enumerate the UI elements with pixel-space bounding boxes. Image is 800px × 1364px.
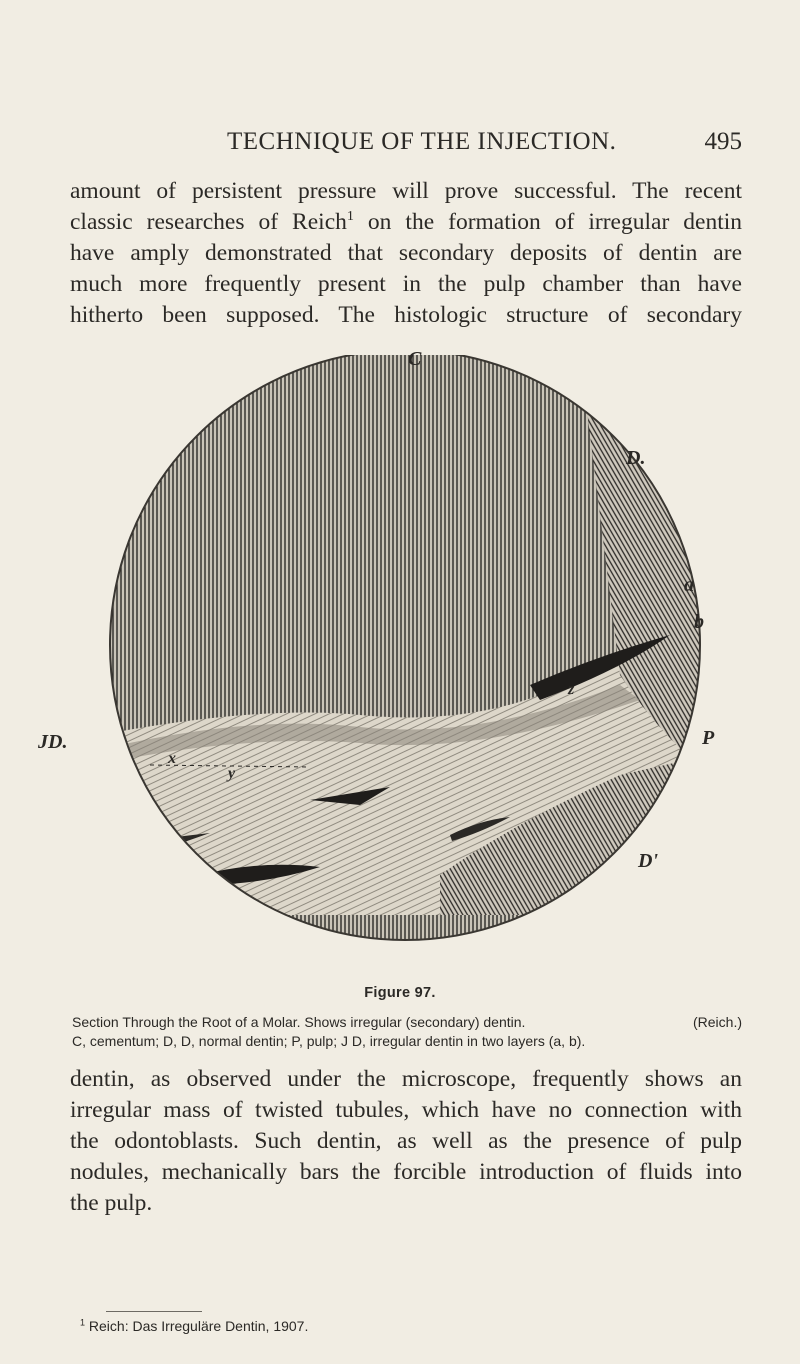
footnote-number: 1	[80, 1317, 86, 1328]
caption-line-2: C, cementum; D, D, normal dentin; P, pulp; J D, irregular dentin in two layers (a, b).	[72, 1033, 586, 1049]
caption-source: (Reich.)	[692, 1014, 742, 1030]
label-d-prime: D'	[638, 850, 658, 872]
label-jd: JD.	[38, 731, 68, 753]
paragraph-1-line: hitherto been supposed. The histologic structure of secondary	[70, 302, 742, 328]
footnote-marker: 1	[346, 208, 354, 225]
paragraph-2	[70, 1064, 742, 1219]
label-b: b	[694, 611, 704, 633]
paragraph-2-line: the odontoblasts. Such dentin, as well as the presence of pulp	[70, 1128, 742, 1154]
micrograph-illustration	[60, 355, 750, 985]
label-y: y	[228, 765, 236, 782]
paragraph-2-line: nodules, mechanically bars the forcible introduction of fluids into	[70, 1159, 742, 1185]
page-number: 495	[704, 128, 742, 155]
paragraph-1-line: much more frequently present in the pulp chamber than have	[70, 271, 742, 297]
paragraph-1	[70, 176, 742, 331]
footnote-rule	[106, 1311, 202, 1312]
paragraph-2-line: the pulp.	[70, 1190, 153, 1216]
label-c: C	[408, 348, 422, 370]
footnote-text: Reich: Das Irreguläre Dentin, 1907.	[88, 1318, 309, 1334]
paragraph-1-line: amount of persistent pressure will prove successful. The recent	[70, 178, 742, 204]
paragraph-1-line-text: classic researches of Reich	[70, 209, 347, 235]
footnote	[80, 1318, 308, 1334]
caption-line-1	[72, 1014, 742, 1030]
paragraph-1-line-text: on the formation of irregular dentin	[353, 209, 743, 235]
label-z: z	[568, 681, 575, 698]
paragraph-1-line: have amply demonstrated that secondary deposits of dentin are	[70, 240, 742, 266]
caption-text: Section Through the Root of a Molar. Shows irregular (secondary) dentin.	[72, 1014, 526, 1030]
figure-97	[38, 348, 750, 985]
paragraph-2-line: irregular mass of twisted tubules, which have no connection with	[70, 1097, 742, 1123]
figure-title: Figure 97.	[364, 985, 436, 1001]
paragraph-1-line	[70, 207, 742, 238]
paragraph-2-line: dentin, as observed under the microscope, frequently shows an	[70, 1066, 742, 1092]
label-d: D.	[626, 447, 646, 469]
label-a: a	[684, 574, 694, 596]
label-x: x	[168, 750, 176, 767]
label-p: P	[702, 727, 715, 749]
running-head-title: TECHNIQUE OF THE INJECTION.	[227, 128, 617, 155]
running-head	[70, 128, 742, 168]
